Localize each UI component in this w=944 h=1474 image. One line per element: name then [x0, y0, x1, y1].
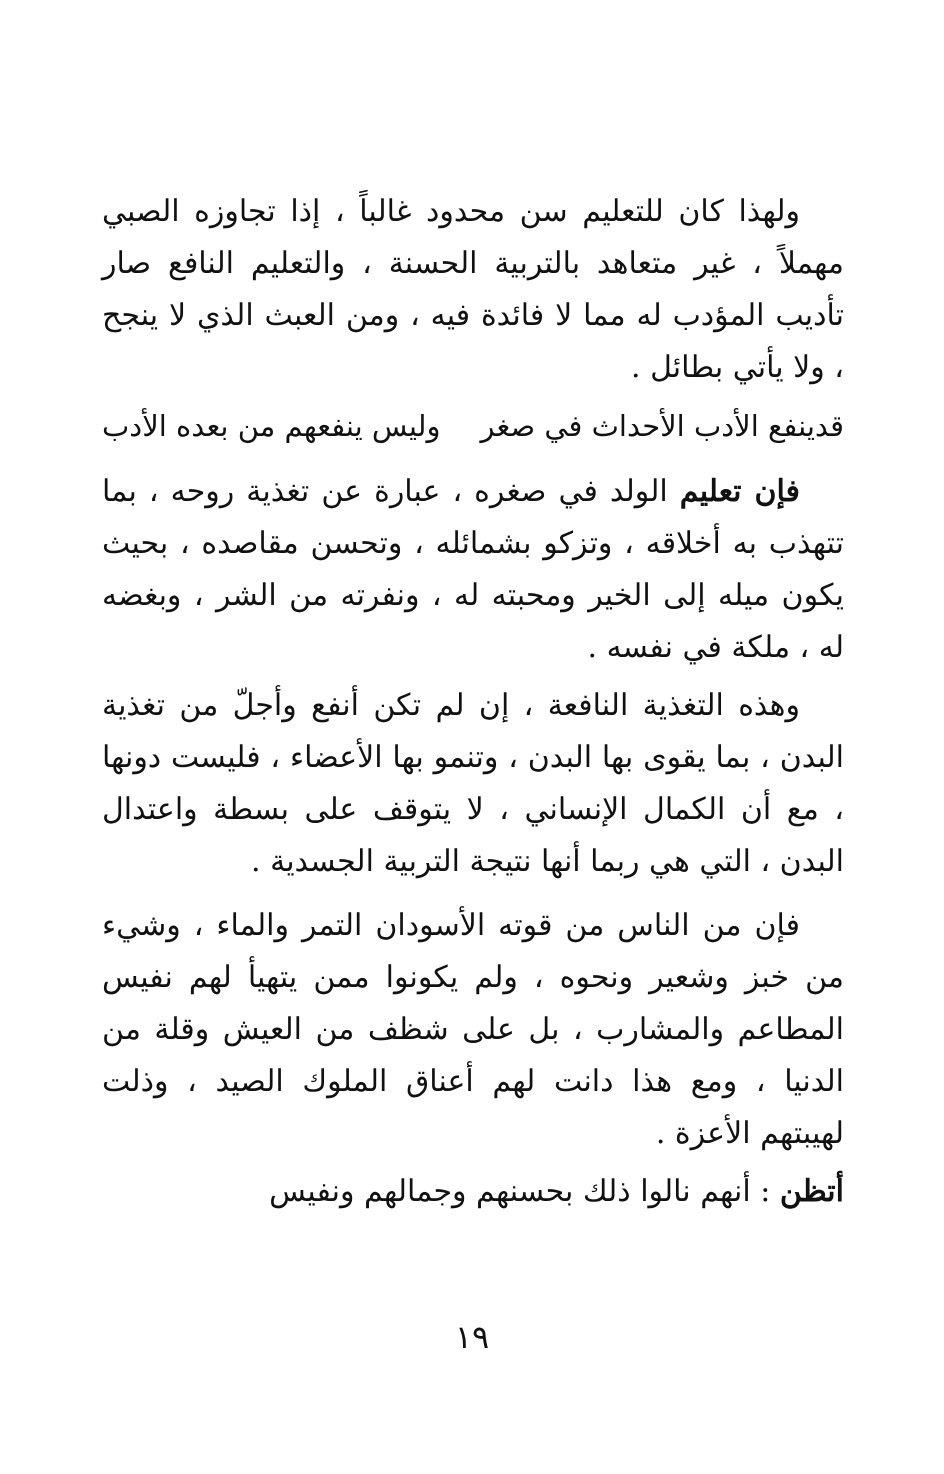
paragraph-3-text: وهذه التغذية النافعة ، إن لم تكن أنفع وأجلّ من تغذية البدن ، بما يقوى بها البدن ، وتنمو بها الأعضاء ، فليست دونها ، مع أن الكمال الإنساني ، لا يتوقف على بسطة واعتدال البدن ، التي هي ربما أنها نتيجة التربية الجسدية . — [102, 688, 844, 879]
paragraph-1 — [102, 186, 844, 394]
poetry-verse — [102, 400, 844, 452]
page-body — [102, 186, 844, 1218]
paragraph-5-text: : أنهم نالوا ذلك بحسنهم وجمالهم ونفيس — [269, 1174, 780, 1209]
page-number: ١٩ — [454, 1318, 490, 1356]
paragraph-4-text: فإن من الناس من قوته الأسودان التمر والماء ، وشيء من خبز وشعير ونحوه ، ولم يكونوا ممن يتهيأ لهم نفيس المطاعم والمشارب ، بل على شظف من العيش وقلة من الدنيا ، ومع هذا دانت لهم أعناق الملوك الصيد ، وذلت لهيبتهم الأعزة . — [102, 908, 844, 1151]
paragraph-2-lead: فإن تعليم — [679, 474, 800, 509]
verse-first-hemistich: قدينفع الأدب الأحداث في صغر — [480, 409, 844, 443]
paragraph-5-lead: أتظن — [779, 1174, 844, 1209]
paragraph-2-text: الولد في صغره ، عبارة عن تغذية روحه ، بما تتهذب به أخلاقه ، وتزكو بشمائله ، وتحسن مقاصده ، بحيث يكون ميله إلى الخير ومحبته له ، ونفرته من الشر ، وبغضه له ، ملكة في نفسه . — [102, 474, 844, 665]
paragraph-3 — [102, 680, 844, 888]
paragraph-2 — [102, 466, 844, 674]
paragraph-5 — [102, 1166, 844, 1218]
verse-second-hemistich: وليس ينفعهم من بعده الأدب — [102, 409, 441, 443]
paragraph-4 — [102, 900, 844, 1160]
paragraph-1-text: ولهذا كان للتعليم سن محدود غالباً ، إذا تجاوزه الصبي مهملاً ، غير متعاهد بالتربية الحسنة ، والتعليم النافع صار تأديب المؤدب له مما لا فائدة فيه ، ومن العبث الذي لا ينجح ، ولا يأتي بطائل . — [102, 194, 844, 385]
